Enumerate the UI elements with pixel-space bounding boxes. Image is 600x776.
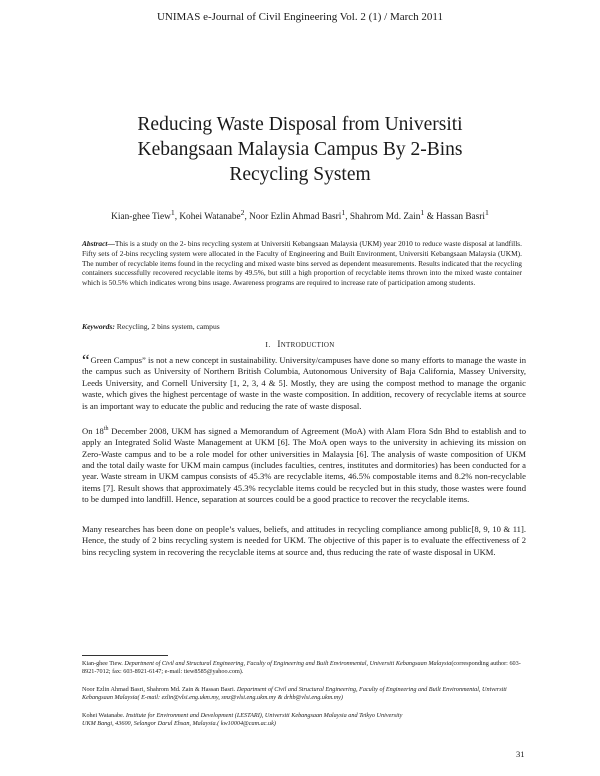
section-title-rest: NTRODUCTION bbox=[280, 341, 335, 349]
keywords bbox=[82, 322, 522, 331]
paper-title bbox=[60, 112, 540, 187]
opening-quote: “ bbox=[82, 351, 90, 370]
footnote-rule bbox=[82, 655, 168, 656]
journal-header: UNIMAS e-Journal of Civil Engineering Vol. 2 (1) / March 2011 bbox=[156, 11, 444, 23]
abstract-dash: — bbox=[107, 239, 115, 248]
footnote-name: Noor Ezlin Ahmad Basri, Shahrom Md. Zain & Hassan Basri. bbox=[82, 686, 237, 693]
section-number: I. bbox=[265, 340, 271, 349]
author-separator: , bbox=[174, 212, 180, 223]
abstract-text: This is a study on the 2- bins recycling system at Universiti Kebangsaan Malaysia (UKM) year 2010 to reduce waste disposal at landfills. Fifty sets of 2-bins recycling system were allocated in the Faculty of Engineering and Built Environment, Universiti Kebangsaan Malaysia (UKM). The number of recyclable items found in the recycling and mixed waste bins served as dependent measurements. Results indicated that the recycling containers successfully recovered recyclable items by 49.5%, but still a high proportion of recyclable items thrown into the mixed waste container which is 50.5% which indicates wrong bins usage. Awareness programs are required to increase rate of participation among students. bbox=[82, 239, 522, 288]
author-affiliation: 1 bbox=[484, 208, 489, 217]
footnote-text: Department of Civil and Structural Engineering, Faculty of Engineering and Built Environmental, Universiti Kebangsaan Malaysia bbox=[124, 660, 452, 667]
footnote-text: Department of Civil and Structural Engineering, Faculty of Engineering and Built Environmental, Universiti Kebangsaan Malaysia( E-mail: ezlin@vlsi.eng.ukm.my, smz@vlsi.eng.ukm.my & drhb@vlsi.eng.ukm.my) bbox=[82, 686, 507, 702]
paragraph-text: December 2008, UKM has signed a Memorandum of Agreement (MoA) with Alam Flora Sdn Bhd to establish and to apply an Integrated Solid Waste Management at UKM [6]. The MoA open ways to the university in achieving its mission on Zero-Waste campus and to be a role model for other universities in Malaysia [6]. The analysis of waste composition of UKM and the total daily waste for UKM main campus (includes faculties, centres, institutes and dormitories) has been conducted for a year. Waste stream in UKM campus consists of 45.3% are recyclable items, 46.5% compostable items and 8.2% non-recyclable items [7]. Result shows that approximately 45.3% recyclable items could be recycled but in this study, those wastes were found to be dumped into landfill. Hence, separation at sources could be a good practice to recover the recyclable items. bbox=[82, 425, 526, 505]
author-name: Shahrom Md. Zain bbox=[349, 212, 421, 223]
author-affiliation: 1 bbox=[420, 208, 425, 217]
author-affiliation: 1 bbox=[341, 208, 346, 217]
author-affiliation: 1 bbox=[170, 208, 175, 217]
author-list bbox=[40, 208, 560, 222]
footnote-contact: (corresponding author: 603-8921-7012; fax: 603-8921-6147; e-mail: tiew8585@yahoo.com). bbox=[82, 660, 521, 676]
footnote bbox=[82, 686, 528, 703]
footnote bbox=[82, 660, 528, 677]
keywords-colon: : bbox=[112, 322, 115, 331]
footnote-text: Institute for Environment and Development (LESTARI), Universiti Kebangsaan Malaysia and Teikyo University bbox=[125, 712, 403, 719]
abstract-label: Abstract bbox=[82, 239, 108, 248]
author-name: Kian-ghee Tiew bbox=[111, 212, 171, 223]
title-line-1: Reducing Waste Disposal from Universiti bbox=[137, 114, 463, 135]
author-name: Noor Ezlin Ahmad Basri bbox=[249, 212, 342, 223]
keywords-label: Keywords bbox=[82, 322, 113, 331]
section-heading bbox=[0, 339, 600, 349]
author-separator: , bbox=[244, 212, 250, 223]
paragraph-text: On 18 bbox=[82, 425, 104, 436]
superscript: th bbox=[103, 426, 109, 432]
title-line-3: Recycling System bbox=[229, 164, 371, 185]
body-paragraph bbox=[82, 351, 526, 412]
author-separator: , bbox=[345, 212, 350, 223]
body-paragraph: Many researches has been done on people’s values, beliefs, and attitudes in recycling compliance among public[8, 9, 10 & 11]. Hence, the study of 2 bins recycling system is needed for UKM. The objective of this paper is to evaluate the effectiveness of 2 bins recycling system in recovering the recyclable items at source and, thus reducing the rate of waste disposal in UKM. bbox=[82, 524, 526, 557]
author-name: Kohei Watanabe bbox=[179, 212, 241, 223]
abstract bbox=[82, 239, 522, 288]
footnote bbox=[82, 712, 528, 729]
section-title-cap: I bbox=[277, 339, 281, 349]
paragraph-text: reen Campus” is not a new concept in sustainability. University/campuses have done so many efforts to manage the waste in the campus such as University of Northern British Columbia, Autonomous University of Baja California, Massey University, Leeds University, and Cornell University [1, 2, 3, 4 & 5]. Mostly, they are using the compost method to manage the organic waste, which gives the highest percentage of waste in the waste composition. In addition, recovery of recyclable items at source is an important way to educate the public and reducing the rate of waste disposal. bbox=[82, 355, 526, 411]
author-name: Hassan Basri bbox=[436, 212, 485, 223]
footnote-name: Kian-ghee Tiew. bbox=[82, 660, 125, 667]
title-line-2: Kebangsaan Malaysia Campus By 2-Bins bbox=[137, 139, 463, 160]
author-separator: & bbox=[424, 212, 437, 223]
page-number: 31 bbox=[516, 749, 525, 759]
author-affiliation: 2 bbox=[240, 208, 245, 217]
footnote-text: UKM Bangi, 43600, Selangor Darul Ehsan, Malaysia.( kw10004@cam.ac.uk) bbox=[82, 720, 276, 728]
footnote-name: Kohei Watanabe. bbox=[82, 712, 126, 719]
keywords-text: Recycling, 2 bins system, campus bbox=[114, 322, 220, 331]
drop-letter: G bbox=[90, 355, 97, 365]
body-paragraph bbox=[82, 424, 526, 506]
